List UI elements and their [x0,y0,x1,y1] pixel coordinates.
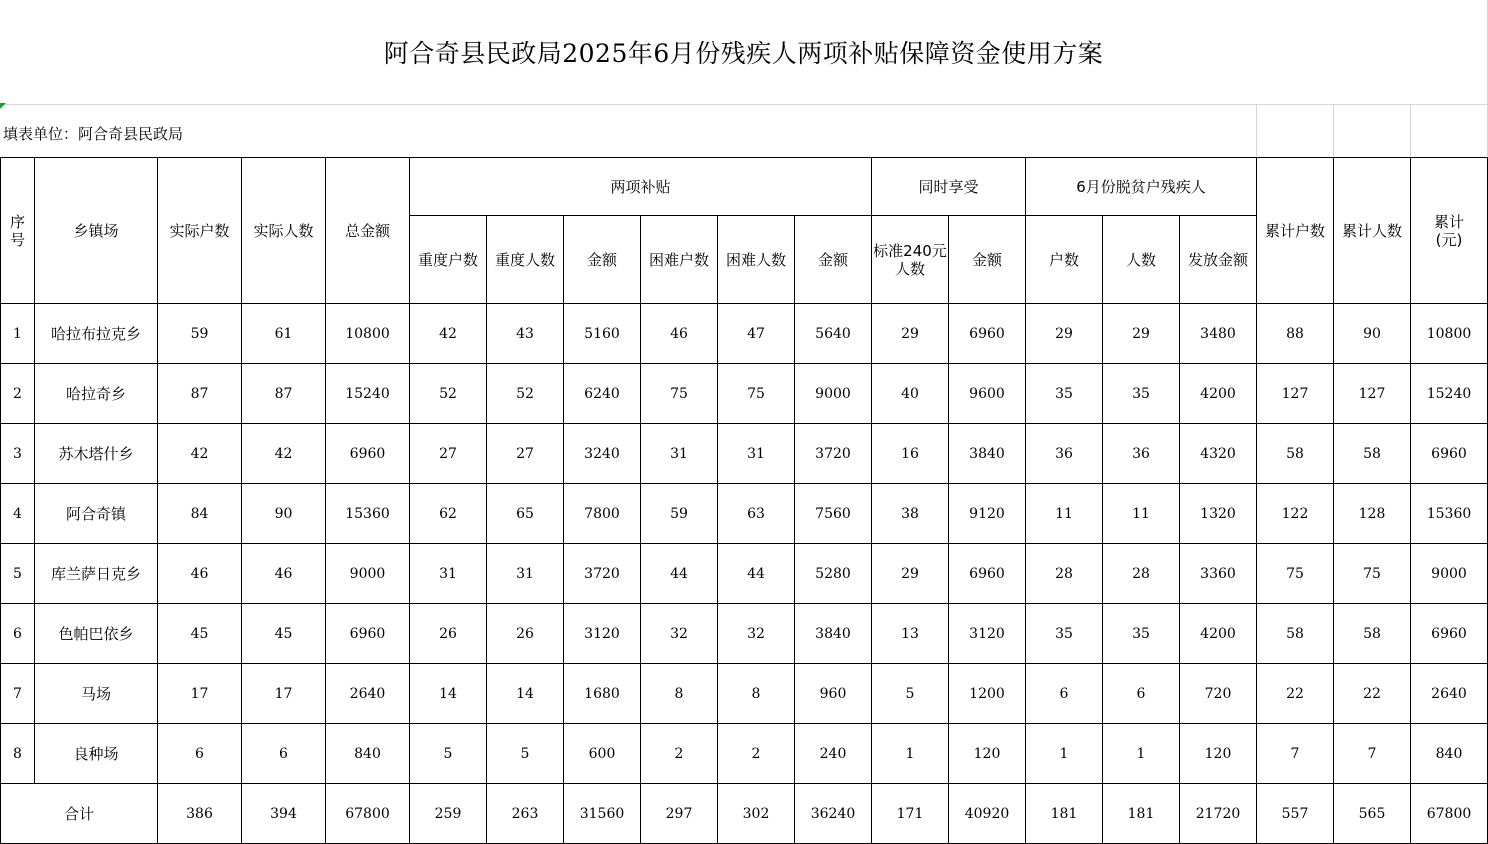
table-cell[interactable]: 75 [641,364,718,424]
table-cell[interactable]: 3120 [949,604,1026,664]
table-cell[interactable]: 6960 [1411,604,1488,664]
table-cell[interactable]: 75 [1257,544,1334,604]
table-cell[interactable]: 47 [718,304,795,364]
header-cum-households[interactable]: 累计户数 [1257,158,1334,304]
header-standard-text: 人数 [894,259,925,278]
table-cell[interactable]: 35 [1103,604,1180,664]
table-cell[interactable]: 87 [242,364,326,424]
header-hardship-households[interactable]: 困难户数 [641,216,718,304]
table-cell[interactable]: 26 [487,604,564,664]
table-cell[interactable]: 15360 [1411,484,1488,544]
table-cell[interactable]: 52 [487,364,564,424]
table-cell[interactable]: 2 [641,724,718,784]
total-cell[interactable]: 302 [718,784,795,844]
table-cell[interactable]: 90 [242,484,326,544]
table-cell[interactable]: 6240 [564,364,641,424]
table-cell[interactable]: 4320 [1180,424,1257,484]
header-hardship-people[interactable]: 困难人数 [718,216,795,304]
cell-town[interactable]: 哈拉布拉克乡 [35,304,158,364]
header-severe-households[interactable]: 重度户数 [410,216,487,304]
table-cell[interactable]: 29 [1103,304,1180,364]
header-amount[interactable]: 金额 [564,216,641,304]
table-cell[interactable]: 84 [158,484,242,544]
table-cell[interactable]: 22 [1334,664,1411,724]
table-cell[interactable]: 5 [410,724,487,784]
table-row [1,544,1488,604]
table-cell[interactable]: 87 [158,364,242,424]
table-cell[interactable]: 14 [487,664,564,724]
table-cell[interactable]: 2640 [1411,664,1488,724]
table-cell[interactable]: 62 [410,484,487,544]
table-cell[interactable]: 5280 [795,544,872,604]
total-cell[interactable]: 31560 [564,784,641,844]
table-cell[interactable]: 6960 [326,604,410,664]
table-cell[interactable]: 5160 [564,304,641,364]
table-cell[interactable]: 3720 [795,424,872,484]
table-cell[interactable]: 45 [158,604,242,664]
table-cell[interactable]: 120 [949,724,1026,784]
table-cell[interactable]: 9000 [326,544,410,604]
header-severe-people[interactable]: 重度人数 [487,216,564,304]
table-cell[interactable]: 59 [641,484,718,544]
table-cell[interactable]: 31 [718,424,795,484]
table-cell[interactable]: 38 [872,484,949,544]
table-cell[interactable]: 15240 [1411,364,1488,424]
total-cell[interactable]: 181 [1026,784,1103,844]
table-cell[interactable]: 75 [718,364,795,424]
table-cell[interactable]: 75 [1334,544,1411,604]
table-cell[interactable]: 44 [641,544,718,604]
table-cell[interactable]: 7560 [795,484,872,544]
unit-label: 填表单位：阿合奇县民政局 [3,125,184,143]
table-cell[interactable]: 6 [1103,664,1180,724]
header-amount[interactable]: 金额 [949,216,1026,304]
cell-seq[interactable]: 4 [1,484,35,544]
header-cum-amount-text: (元) [1435,230,1463,249]
table-cell[interactable]: 43 [487,304,564,364]
table-cell[interactable]: 36 [1026,424,1103,484]
table-cell[interactable]: 127 [1257,364,1334,424]
table-cell[interactable]: 65 [487,484,564,544]
table-row [1,724,1488,784]
table-cell[interactable]: 8 [718,664,795,724]
table-cell[interactable]: 6960 [949,544,1026,604]
cell-town[interactable]: 苏木塔什乡 [35,424,158,484]
table-cell[interactable]: 1320 [1180,484,1257,544]
total-cell[interactable]: 21720 [1180,784,1257,844]
total-cell[interactable]: 67800 [1411,784,1488,844]
table-cell[interactable]: 960 [795,664,872,724]
table-cell[interactable]: 3840 [795,604,872,664]
table-row [1,664,1488,724]
table-cell[interactable]: 6960 [326,424,410,484]
header-seq-text: 号 [9,230,25,249]
cell-seq[interactable]: 5 [1,544,35,604]
table-cell[interactable]: 3120 [564,604,641,664]
table-cell[interactable]: 58 [1257,604,1334,664]
table-cell[interactable]: 58 [1257,424,1334,484]
header-group-subsidy[interactable]: 两项补贴 [410,158,872,216]
table-cell[interactable]: 31 [487,544,564,604]
table-cell[interactable]: 128 [1334,484,1411,544]
table-cell[interactable]: 5 [872,664,949,724]
table-cell[interactable]: 46 [641,304,718,364]
subsidy-table [0,157,1488,844]
table-cell[interactable]: 59 [158,304,242,364]
table-cell[interactable]: 58 [1334,424,1411,484]
grid-line [1410,105,1411,157]
header-actual-people[interactable]: 实际人数 [242,158,326,304]
table-cell[interactable]: 15360 [326,484,410,544]
header-total-amount[interactable]: 总金额 [326,158,410,304]
total-cell[interactable]: 36240 [795,784,872,844]
table-row [1,364,1488,424]
table-cell[interactable]: 61 [242,304,326,364]
table-cell[interactable]: 27 [487,424,564,484]
header-cum-amount[interactable] [1411,158,1488,304]
table-cell[interactable]: 36 [1103,424,1180,484]
cell-seq[interactable]: 6 [1,604,35,664]
grid-line [1333,105,1334,157]
table-cell[interactable]: 29 [872,304,949,364]
table-cell[interactable]: 16 [872,424,949,484]
table-cell[interactable]: 6 [242,724,326,784]
table-cell[interactable]: 52 [410,364,487,424]
table-cell[interactable]: 15240 [326,364,410,424]
table-cell[interactable]: 13 [872,604,949,664]
table-cell[interactable]: 6960 [949,304,1026,364]
table-cell[interactable]: 2 [718,724,795,784]
table-cell[interactable]: 127 [1334,364,1411,424]
table-row [1,304,1488,364]
table-cell[interactable]: 10800 [1411,304,1488,364]
table-cell[interactable]: 27 [410,424,487,484]
total-cell[interactable]: 259 [410,784,487,844]
table-cell[interactable]: 7800 [564,484,641,544]
table-cell[interactable]: 42 [242,424,326,484]
cell-town[interactable]: 阿合奇镇 [35,484,158,544]
table-cell[interactable]: 8 [641,664,718,724]
total-row [1,784,1488,844]
cell-seq[interactable]: 1 [1,304,35,364]
table-cell[interactable]: 9120 [949,484,1026,544]
table-cell[interactable]: 1680 [564,664,641,724]
table-cell[interactable]: 88 [1257,304,1334,364]
total-cell[interactable]: 171 [872,784,949,844]
table-cell[interactable]: 240 [795,724,872,784]
cell-town[interactable]: 哈拉奇乡 [35,364,158,424]
table-cell[interactable]: 40 [872,364,949,424]
table-cell[interactable]: 11 [1026,484,1103,544]
table-cell[interactable]: 26 [410,604,487,664]
table-cell[interactable]: 4200 [1180,364,1257,424]
total-cell[interactable]: 181 [1103,784,1180,844]
title-bar [0,0,1488,105]
table-cell[interactable]: 5640 [795,304,872,364]
header-payout-amount[interactable]: 发放金额 [1180,216,1257,304]
table-cell[interactable]: 58 [1334,604,1411,664]
header-seq[interactable] [1,158,35,304]
cell-town[interactable]: 库兰萨日克乡 [35,544,158,604]
table-cell[interactable]: 122 [1257,484,1334,544]
table-cell[interactable]: 14 [410,664,487,724]
header-actual-households[interactable]: 实际户数 [158,158,242,304]
table-cell[interactable]: 35 [1026,364,1103,424]
table-cell[interactable]: 31 [410,544,487,604]
header-row [1,158,1488,216]
total-cell[interactable]: 263 [487,784,564,844]
table-cell[interactable]: 35 [1026,604,1103,664]
header-poverty-people[interactable]: 人数 [1103,216,1180,304]
table-cell[interactable]: 10800 [326,304,410,364]
table-cell[interactable]: 11 [1103,484,1180,544]
total-cell[interactable]: 557 [1257,784,1334,844]
table-cell[interactable]: 42 [158,424,242,484]
table-cell[interactable]: 3720 [564,544,641,604]
table-cell[interactable]: 22 [1257,664,1334,724]
cell-seq[interactable]: 2 [1,364,35,424]
table-cell[interactable]: 17 [158,664,242,724]
table-cell[interactable]: 35 [1103,364,1180,424]
cell-town[interactable]: 色帕巴依乡 [35,604,158,664]
table-cell[interactable]: 3360 [1180,544,1257,604]
table-cell[interactable]: 5 [487,724,564,784]
cell-seq[interactable]: 8 [1,724,35,784]
table-cell[interactable]: 1 [1026,724,1103,784]
total-label[interactable]: 合计 [1,784,158,844]
table-cell[interactable]: 720 [1180,664,1257,724]
table-row [1,484,1488,544]
cell-seq[interactable]: 3 [1,424,35,484]
table-cell[interactable]: 46 [158,544,242,604]
header-cum-people[interactable]: 累计人数 [1334,158,1411,304]
cell-town[interactable]: 良种场 [35,724,158,784]
total-cell[interactable]: 297 [641,784,718,844]
header-cum-amount-text: 累计 [1433,212,1464,231]
table-cell[interactable]: 4200 [1180,604,1257,664]
header-amount[interactable]: 金额 [795,216,872,304]
table-cell[interactable]: 9000 [795,364,872,424]
table-cell[interactable]: 42 [410,304,487,364]
table-cell[interactable]: 44 [718,544,795,604]
table-cell[interactable]: 840 [1411,724,1488,784]
table-cell[interactable]: 28 [1103,544,1180,604]
table-cell[interactable]: 3840 [949,424,1026,484]
table-cell[interactable]: 2640 [326,664,410,724]
table-cell[interactable]: 6 [158,724,242,784]
total-cell[interactable]: 394 [242,784,326,844]
table-cell[interactable]: 9600 [949,364,1026,424]
table-cell[interactable]: 6960 [1411,424,1488,484]
table-cell[interactable]: 63 [718,484,795,544]
page-title: 阿合奇县民政局2025年6月份残疾人两项补贴保障资金使用方案 [383,39,1104,68]
table-cell[interactable]: 1 [872,724,949,784]
header-group-poverty[interactable]: 6月份脱贫户残疾人 [1026,158,1257,216]
table-cell[interactable]: 45 [242,604,326,664]
header-poverty-households[interactable]: 户数 [1026,216,1103,304]
total-cell[interactable]: 386 [158,784,242,844]
table-cell[interactable]: 17 [242,664,326,724]
table-cell[interactable]: 3480 [1180,304,1257,364]
cell-seq[interactable]: 7 [1,664,35,724]
table-cell[interactable]: 600 [564,724,641,784]
header-group-both[interactable]: 同时享受 [872,158,1026,216]
grid-line [1256,105,1257,157]
table-cell[interactable]: 7 [1334,724,1411,784]
total-cell[interactable]: 40920 [949,784,1026,844]
table-cell[interactable]: 840 [326,724,410,784]
table-cell[interactable]: 31 [641,424,718,484]
table-cell[interactable]: 32 [718,604,795,664]
table-cell[interactable]: 6 [1026,664,1103,724]
table-cell[interactable]: 120 [1180,724,1257,784]
header-standard-text: 标准240元 [873,241,947,260]
table-cell[interactable]: 90 [1334,304,1411,364]
table-row [1,424,1488,484]
table-cell[interactable]: 7 [1257,724,1334,784]
header-seq-text: 序 [9,212,25,231]
header-standard-people[interactable] [872,216,949,304]
table-cell[interactable]: 3240 [564,424,641,484]
table-cell[interactable]: 32 [641,604,718,664]
table-cell[interactable]: 9000 [1411,544,1488,604]
total-cell[interactable]: 565 [1334,784,1411,844]
header-town[interactable]: 乡镇场 [35,158,158,304]
table-cell[interactable]: 1 [1103,724,1180,784]
total-cell[interactable]: 67800 [326,784,410,844]
table-cell[interactable]: 28 [1026,544,1103,604]
table-cell[interactable]: 46 [242,544,326,604]
table-cell[interactable]: 1200 [949,664,1026,724]
table-row [1,604,1488,664]
table-cell[interactable]: 29 [872,544,949,604]
unit-row [0,105,1488,157]
table-cell[interactable]: 29 [1026,304,1103,364]
cell-town[interactable]: 马场 [35,664,158,724]
